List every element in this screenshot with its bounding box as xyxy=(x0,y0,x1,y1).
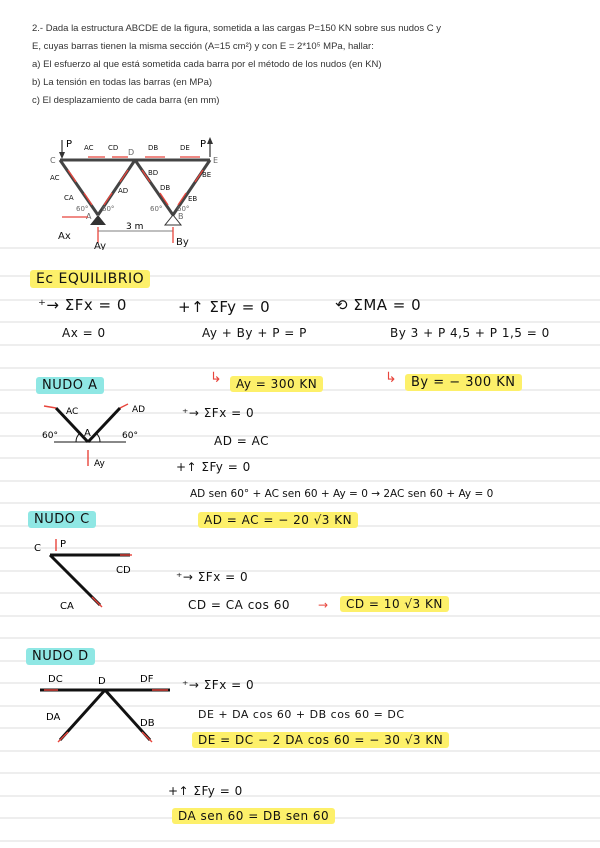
problem-item-c: c) El desplazamiento de cada barra (en mm) xyxy=(32,95,220,106)
eq-fx-result: Ax = 0 xyxy=(62,326,106,340)
eq-fy-result: Ay + By + P = P xyxy=(202,326,307,340)
label-dim: 3 m xyxy=(126,222,144,232)
nudo-c-ca: CA xyxy=(60,601,74,612)
d-fx-eq: DE + DA cos 60 + DB cos 60 = DC xyxy=(198,708,405,721)
a-fx-result: AD = AC xyxy=(214,434,270,448)
ay-result: Ay = 300 KN xyxy=(230,376,323,392)
nudo-a-ac: AC xyxy=(66,407,79,417)
nudo-a-ad: AD xyxy=(132,405,146,415)
arrow-by-icon: ↳ xyxy=(385,370,398,386)
nudo-a-a: A xyxy=(84,428,91,439)
truss-figure xyxy=(40,135,260,250)
nudo-d-db: DB xyxy=(140,718,155,729)
support-a-icon xyxy=(90,215,106,225)
eq-fx: ⁺→ ΣFx = 0 xyxy=(38,296,127,314)
by-result: By = − 300 KN xyxy=(405,374,522,391)
nudo-c-cd: CD xyxy=(116,565,131,576)
a-fy: +↑ ΣFy = 0 xyxy=(176,460,251,474)
nudo-c-p: P xyxy=(60,539,67,550)
nudo-d-df: DF xyxy=(140,674,154,685)
nudo-a-diagram xyxy=(36,400,166,470)
c-implies-icon: → xyxy=(318,598,329,612)
eq-m-result: By 3 + P 4,5 + P 1,5 = 0 xyxy=(390,326,550,340)
problem-text: 2.- Dada la estructura ABCDE de la figura, sometida a las cargas P=150 KN sobre sus nudos C y E, cuyas barras tienen la misma sección (A=15 cm²) y con E = 2*10⁵ MPa, hallar: xyxy=(32,23,441,52)
problem-item-b: b) La tensión en todas las barras (en MPa) xyxy=(32,77,213,88)
a-result: AD = AC = − 20 √3 KN xyxy=(198,512,358,528)
problem-items xyxy=(32,56,452,110)
a-fy-eq: AD sen 60° + AC sen 60 + Ay = 0 → 2AC sen 60 + Ay = 0 xyxy=(190,488,494,500)
ann-ca: CA xyxy=(64,194,74,202)
d-fy-result: DA sen 60 = DB sen 60 xyxy=(172,808,335,824)
c-fx: ⁺→ ΣFx = 0 xyxy=(176,570,249,584)
ann-by: By xyxy=(176,237,189,248)
ann-cd: CD xyxy=(108,144,119,152)
label-d: D xyxy=(128,148,135,157)
ann-ay: Ay xyxy=(94,241,107,250)
nudo-c-c: C xyxy=(34,543,41,554)
nudo-d-da: DA xyxy=(46,712,61,723)
label-angle1: 60° xyxy=(76,205,89,213)
a-fx: ⁺→ ΣFx = 0 xyxy=(182,406,255,420)
nudo-a-ang1: 60° xyxy=(42,431,58,441)
label-a: A xyxy=(86,212,92,221)
problem-item-a: a) El esfuerzo al que está sometida cada barra por el método de los nudos (en KN) xyxy=(32,59,382,70)
arrow-ay-icon: ↳ xyxy=(210,370,223,386)
section-equilibrium: Ec EQUILIBRIO xyxy=(30,270,150,288)
ann-db-top: DB xyxy=(148,144,159,152)
ann-be: BE xyxy=(202,171,212,179)
eq-fy: +↑ ΣFy = 0 xyxy=(178,298,271,316)
c-fx-eq: CD = CA cos 60 xyxy=(188,598,290,612)
c-result: CD = 10 √3 KN xyxy=(340,596,449,612)
nudo-d-d: D xyxy=(98,676,106,687)
nudo-a-ang2: 60° xyxy=(122,431,138,441)
ann-eb: EB xyxy=(188,195,198,203)
label-angle4: 60° xyxy=(177,205,190,213)
load-p1-arrow-icon xyxy=(59,152,65,159)
d-fx: ⁺→ ΣFx = 0 xyxy=(182,678,255,692)
ann-ac-top: AC xyxy=(84,144,94,152)
label-angle3: 60° xyxy=(150,205,163,213)
label-angle2: 60° xyxy=(102,205,115,213)
nudo-a-ay: Ay xyxy=(94,459,105,469)
ann-ax: Ax xyxy=(58,231,71,242)
ann-db: DB xyxy=(160,184,171,192)
label-e: E xyxy=(213,156,219,165)
nudo-c-diagram xyxy=(30,535,150,615)
ann-ad: AD xyxy=(118,187,129,195)
ann-bd: BD xyxy=(148,169,159,177)
section-nudo-c: NUDO C xyxy=(28,511,96,528)
label-b: B xyxy=(178,212,184,221)
ann-ac: AC xyxy=(50,174,60,182)
load-p2-arrow-icon xyxy=(207,137,213,144)
section-nudo-d: NUDO D xyxy=(26,648,95,665)
nudo-d-dc: DC xyxy=(48,674,63,685)
eq-m: ⟲ ΣMA = 0 xyxy=(335,296,422,314)
label-p1: P xyxy=(66,139,73,150)
section-nudo-a: NUDO A xyxy=(36,377,104,394)
d-result: DE = DC − 2 DA cos 60 = − 30 √3 KN xyxy=(192,732,449,748)
label-p2: P xyxy=(200,139,207,150)
nudo-d-diagram xyxy=(30,670,180,750)
label-c: C xyxy=(50,156,56,165)
d-fy: +↑ ΣFy = 0 xyxy=(168,784,243,798)
problem-statement xyxy=(32,20,452,110)
ann-de: DE xyxy=(180,144,190,152)
